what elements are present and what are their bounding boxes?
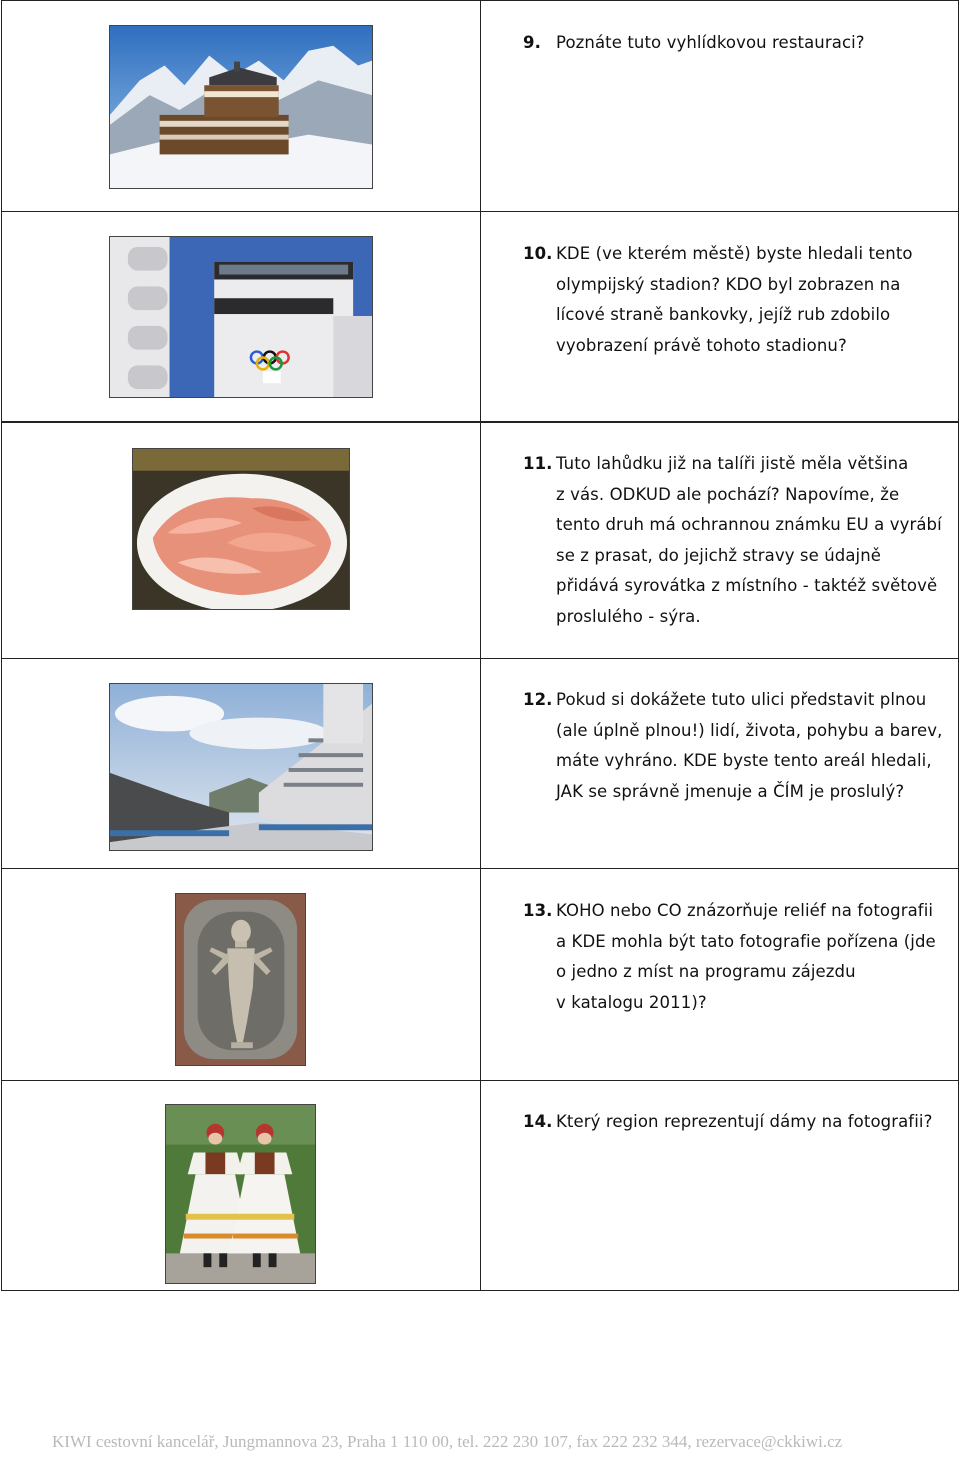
question-line: o jedno z míst na programu zájezdu xyxy=(556,962,856,981)
column-divider xyxy=(480,0,481,1290)
question-11 xyxy=(523,449,955,632)
question-line: olympijský stadion? KDO byl zobrazen na xyxy=(556,274,901,294)
question-number: 11. xyxy=(523,454,553,473)
question-line: KDE (ve kterém městě) byste hledali tento xyxy=(556,244,913,263)
question-line: v katalogu 2011)? xyxy=(556,992,707,1012)
ham-plate-photo xyxy=(132,448,350,610)
question-line: přidává syrovátka z místního - taktéž světově xyxy=(556,576,938,595)
mountain-restaurant-photo xyxy=(109,25,373,189)
question-line: vyobrazení právě tohoto stadionu? xyxy=(556,335,847,355)
question-line: tento druh má ochrannou známku EU a vyrábí xyxy=(556,515,942,534)
question-line: z vás. ODKUD ale pochází? Napovíme, že xyxy=(556,484,900,504)
question-line: Který region reprezentují dámy na fotografii? xyxy=(556,1112,933,1131)
question-10 xyxy=(523,239,955,361)
question-number: 12. xyxy=(523,690,553,709)
question-line: Tuto lahůdku již na talíři jistě měla většina xyxy=(556,454,909,473)
question-line: lícové straně bankovky, jejíž rub zdobilo xyxy=(556,305,891,324)
question-number: 13. xyxy=(523,901,553,920)
question-number: 9. xyxy=(523,33,541,52)
question-line: Poznáte tuto vyhlídkovou restauraci? xyxy=(556,33,865,52)
question-line: JAK se správně jmenuje a ČÍM je proslulý? xyxy=(556,781,905,801)
street-complex-photo xyxy=(109,683,373,851)
question-line: se z prasat, do jejichž stravy se údajně xyxy=(556,545,882,565)
question-line: máte vyhráno. KDE byste tento areál hledali, xyxy=(556,751,932,770)
question-number: 14. xyxy=(523,1112,553,1131)
page-footer: KIWI cestovní kancelář, Jungmannova 23, Praha 1 110 00, tel. 222 230 107, fax 222 232 344, rezervace@ckkiwi.cz xyxy=(52,1432,843,1451)
question-line: proslulého - sýra. xyxy=(556,606,701,626)
folk-costume-ladies-photo xyxy=(165,1104,316,1284)
olympic-stadium-photo xyxy=(109,236,373,398)
question-14 xyxy=(523,1107,955,1138)
question-line: (ale úplně plnou!) lidí, života, pohybu a barev, xyxy=(556,720,943,740)
question-line: Pokud si dokážete tuto ulici představit plnou xyxy=(556,690,927,709)
question-12 xyxy=(523,685,955,807)
question-9 xyxy=(523,28,955,59)
question-line: KOHO nebo CO znázorňuje reliéf na fotografii xyxy=(556,901,934,920)
question-line: a KDE mohla být tato fotografie pořízena (jde xyxy=(556,931,936,951)
question-13 xyxy=(523,896,955,1018)
stone-relief-photo xyxy=(175,893,306,1066)
question-number: 10. xyxy=(523,244,553,263)
